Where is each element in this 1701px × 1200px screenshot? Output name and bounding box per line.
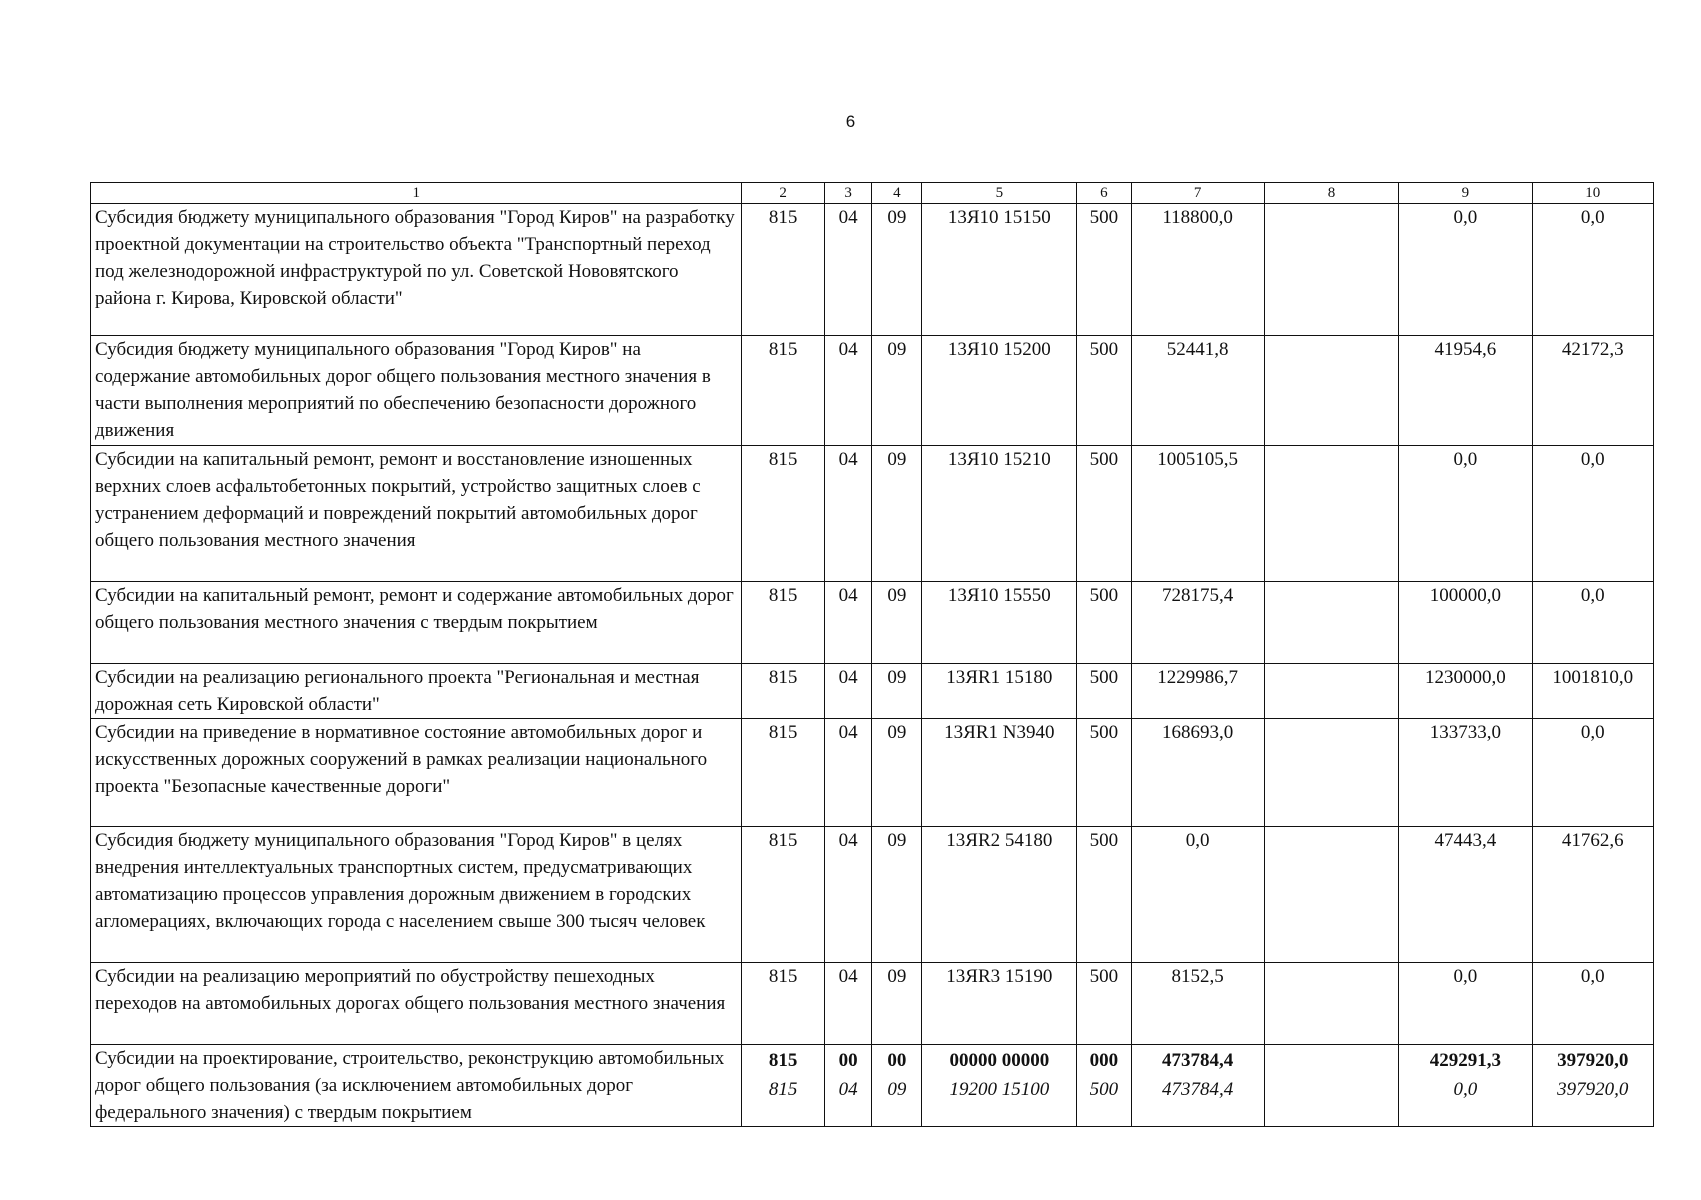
cell-col8 [1264, 963, 1398, 1045]
total-value: 00 [887, 1050, 907, 1071]
cell-col10: 0,0 [1532, 719, 1653, 827]
header-cell: 5 [922, 183, 1077, 204]
cell-target-code: 13Я10 15150 [922, 204, 1077, 336]
detail-value: 815 [768, 1079, 798, 1100]
cell-col8 [1264, 204, 1398, 336]
cell-col10: 41762,6 [1532, 827, 1653, 963]
cell-subsection: 09 [872, 827, 922, 963]
cell-ministry: 815 [742, 963, 824, 1045]
cell-section: 04 [824, 336, 872, 446]
table-row [91, 963, 1654, 1045]
cell-subsection: 09 [872, 664, 922, 719]
cell-target-code: 13Я10 15210 [922, 446, 1077, 582]
cell-target-code: 13Я10 15550 [922, 582, 1077, 664]
cell-col8 [1264, 582, 1398, 664]
total-value: 429291,3 [1429, 1050, 1501, 1071]
cell-col9: 133733,0 [1399, 719, 1532, 827]
page-number: 6 [845, 112, 856, 131]
cell-target-code: 13Я10 15200 [922, 336, 1077, 446]
table-row [91, 582, 1654, 664]
row-description: Субсидия бюджету муниципального образования "Город Киров" на содержание автомобильных дорог общего пользования местного значения в части выполнения мероприятий по обеспечению безопасности дорожного движения [91, 336, 742, 446]
cell-subsection [872, 1045, 922, 1127]
cell-col7: 168693,0 [1131, 719, 1264, 827]
cell-col9: 0,0 [1399, 963, 1532, 1045]
cell-ministry: 815 [742, 204, 824, 336]
cell-col8 [1264, 719, 1398, 827]
cell-expense-type [1077, 1045, 1131, 1127]
cell-col10: 0,0 [1532, 204, 1653, 336]
row-description: Субсидия бюджету муниципального образования "Город Киров" на разработку проектной документации на строительство объекта "Транспортный переход под железнодорожной инфраструктурой по ул. Советской Нововятского района г. Кирова, Кировской области" [91, 204, 742, 336]
header-cell: 4 [872, 183, 922, 204]
table-header-row [91, 183, 1654, 204]
budget-table [90, 182, 1654, 1127]
total-value: 397920,0 [1557, 1050, 1629, 1071]
cell-col9: 41954,6 [1399, 336, 1532, 446]
cell-expense-type: 500 [1077, 719, 1131, 827]
cell-expense-type: 500 [1077, 582, 1131, 664]
cell-ministry: 815 [742, 664, 824, 719]
header-cell: 10 [1532, 183, 1653, 204]
row-description: Субсидии на капитальный ремонт, ремонт и восстановление изношенных верхних слоев асфальтобетонных покрытий, устройство защитных слоев с устранением деформаций и повреждений покрытий автомобильных дорог общего пользования местного значения [91, 446, 742, 582]
cell-subsection: 09 [872, 582, 922, 664]
row-description: Субсидии на реализацию регионального проекта "Региональная и местная дорожная сеть Кировской области" [91, 664, 742, 719]
header-cell: 9 [1399, 183, 1532, 204]
detail-value: 19200 15100 [949, 1079, 1050, 1100]
cell-col10: 0,0 [1532, 446, 1653, 582]
cell-col8 [1264, 1045, 1398, 1127]
detail-value: 09 [887, 1079, 907, 1100]
cell-section: 04 [824, 582, 872, 664]
cell-col10: 1001810,0 [1532, 664, 1653, 719]
cell-col9: 1230000,0 [1399, 664, 1532, 719]
cell-target-code: 13ЯR2 54180 [922, 827, 1077, 963]
table-row [91, 827, 1654, 963]
cell-col9: 100000,0 [1399, 582, 1532, 664]
cell-subsection: 09 [872, 204, 922, 336]
row-description: Субсидии на проектирование, строительство, реконструкцию автомобильных дорог общего пользования (за исключением автомобильных дорог федерального значения) с твердым покрытием [91, 1045, 742, 1127]
row-description: Субсидии на приведение в нормативное состояние автомобильных дорог и искусственных дорожных сооружений в рамках реализации национального проекта "Безопасные качественные дороги" [91, 719, 742, 827]
detail-value: 397920,0 [1557, 1079, 1629, 1100]
cell-expense-type: 500 [1077, 336, 1131, 446]
cell-ministry: 815 [742, 446, 824, 582]
cell-col7: 118800,0 [1131, 204, 1264, 336]
cell-expense-type: 500 [1077, 827, 1131, 963]
cell-subsection: 09 [872, 336, 922, 446]
cell-section: 04 [824, 963, 872, 1045]
detail-value: 500 [1089, 1079, 1119, 1100]
cell-section: 04 [824, 204, 872, 336]
cell-subsection: 09 [872, 446, 922, 582]
cell-col7: 1005105,5 [1131, 446, 1264, 582]
header-cell: 6 [1077, 183, 1131, 204]
cell-col9: 0,0 [1399, 204, 1532, 336]
table-row [91, 664, 1654, 719]
cell-subsection: 09 [872, 963, 922, 1045]
header-cell: 7 [1131, 183, 1264, 204]
detail-value: 0,0 [1453, 1079, 1478, 1100]
cell-col7: 1229986,7 [1131, 664, 1264, 719]
row-description: Субсидия бюджету муниципального образования "Город Киров" в целях внедрения интеллектуальных транспортных систем, предусматривающих автоматизацию процессов управления дорожным движением в городских агломерациях, включающих города с населением свыше 300 тысяч человек [91, 827, 742, 963]
cell-expense-type: 500 [1077, 204, 1131, 336]
total-value: 815 [768, 1050, 798, 1071]
row-description: Субсидии на капитальный ремонт, ремонт и содержание автомобильных дорог общего пользования местного значения с твердым покрытием [91, 582, 742, 664]
cell-target-code [922, 1045, 1077, 1127]
cell-col9 [1399, 1045, 1532, 1127]
cell-subsection: 09 [872, 719, 922, 827]
row-description: Субсидии на реализацию мероприятий по обустройству пешеходных переходов на автомобильных дорогах общего пользования местного значения [91, 963, 742, 1045]
cell-section: 04 [824, 827, 872, 963]
total-value: 000 [1089, 1050, 1119, 1071]
header-cell: 2 [742, 183, 824, 204]
table-row [91, 336, 1654, 446]
cell-col10: 0,0 [1532, 582, 1653, 664]
cell-col10: 42172,3 [1532, 336, 1653, 446]
detail-value: 04 [838, 1079, 858, 1100]
cell-col8 [1264, 827, 1398, 963]
cell-col9: 47443,4 [1399, 827, 1532, 963]
table-row-total [91, 1045, 1654, 1127]
cell-col10 [1532, 1045, 1653, 1127]
total-value: 00000 00000 [949, 1050, 1050, 1071]
total-value: 473784,4 [1162, 1050, 1234, 1071]
cell-target-code: 13ЯR1 15180 [922, 664, 1077, 719]
table-row [91, 719, 1654, 827]
cell-expense-type: 500 [1077, 664, 1131, 719]
cell-ministry: 815 [742, 582, 824, 664]
cell-col8 [1264, 336, 1398, 446]
cell-section: 04 [824, 446, 872, 582]
cell-expense-type: 500 [1077, 963, 1131, 1045]
cell-target-code: 13ЯR1 N3940 [922, 719, 1077, 827]
cell-section: 04 [824, 664, 872, 719]
header-cell: 1 [91, 183, 742, 204]
detail-value: 473784,4 [1162, 1079, 1234, 1100]
cell-ministry: 815 [742, 336, 824, 446]
cell-expense-type: 500 [1077, 446, 1131, 582]
cell-target-code: 13ЯR3 15190 [922, 963, 1077, 1045]
table-row [91, 204, 1654, 336]
header-cell: 3 [824, 183, 872, 204]
header-cell: 8 [1264, 183, 1398, 204]
cell-col7: 52441,8 [1131, 336, 1264, 446]
cell-ministry: 815 [742, 827, 824, 963]
cell-col7: 728175,4 [1131, 582, 1264, 664]
cell-ministry [742, 1045, 824, 1127]
cell-col7 [1131, 1045, 1264, 1127]
cell-section: 04 [824, 719, 872, 827]
cell-col10: 0,0 [1532, 963, 1653, 1045]
cell-col7: 8152,5 [1131, 963, 1264, 1045]
cell-section [824, 1045, 872, 1127]
cell-col8 [1264, 446, 1398, 582]
total-value: 00 [838, 1050, 858, 1071]
table-row [91, 446, 1654, 582]
cell-col8 [1264, 664, 1398, 719]
cell-col7: 0,0 [1131, 827, 1264, 963]
cell-col9: 0,0 [1399, 446, 1532, 582]
cell-ministry: 815 [742, 719, 824, 827]
